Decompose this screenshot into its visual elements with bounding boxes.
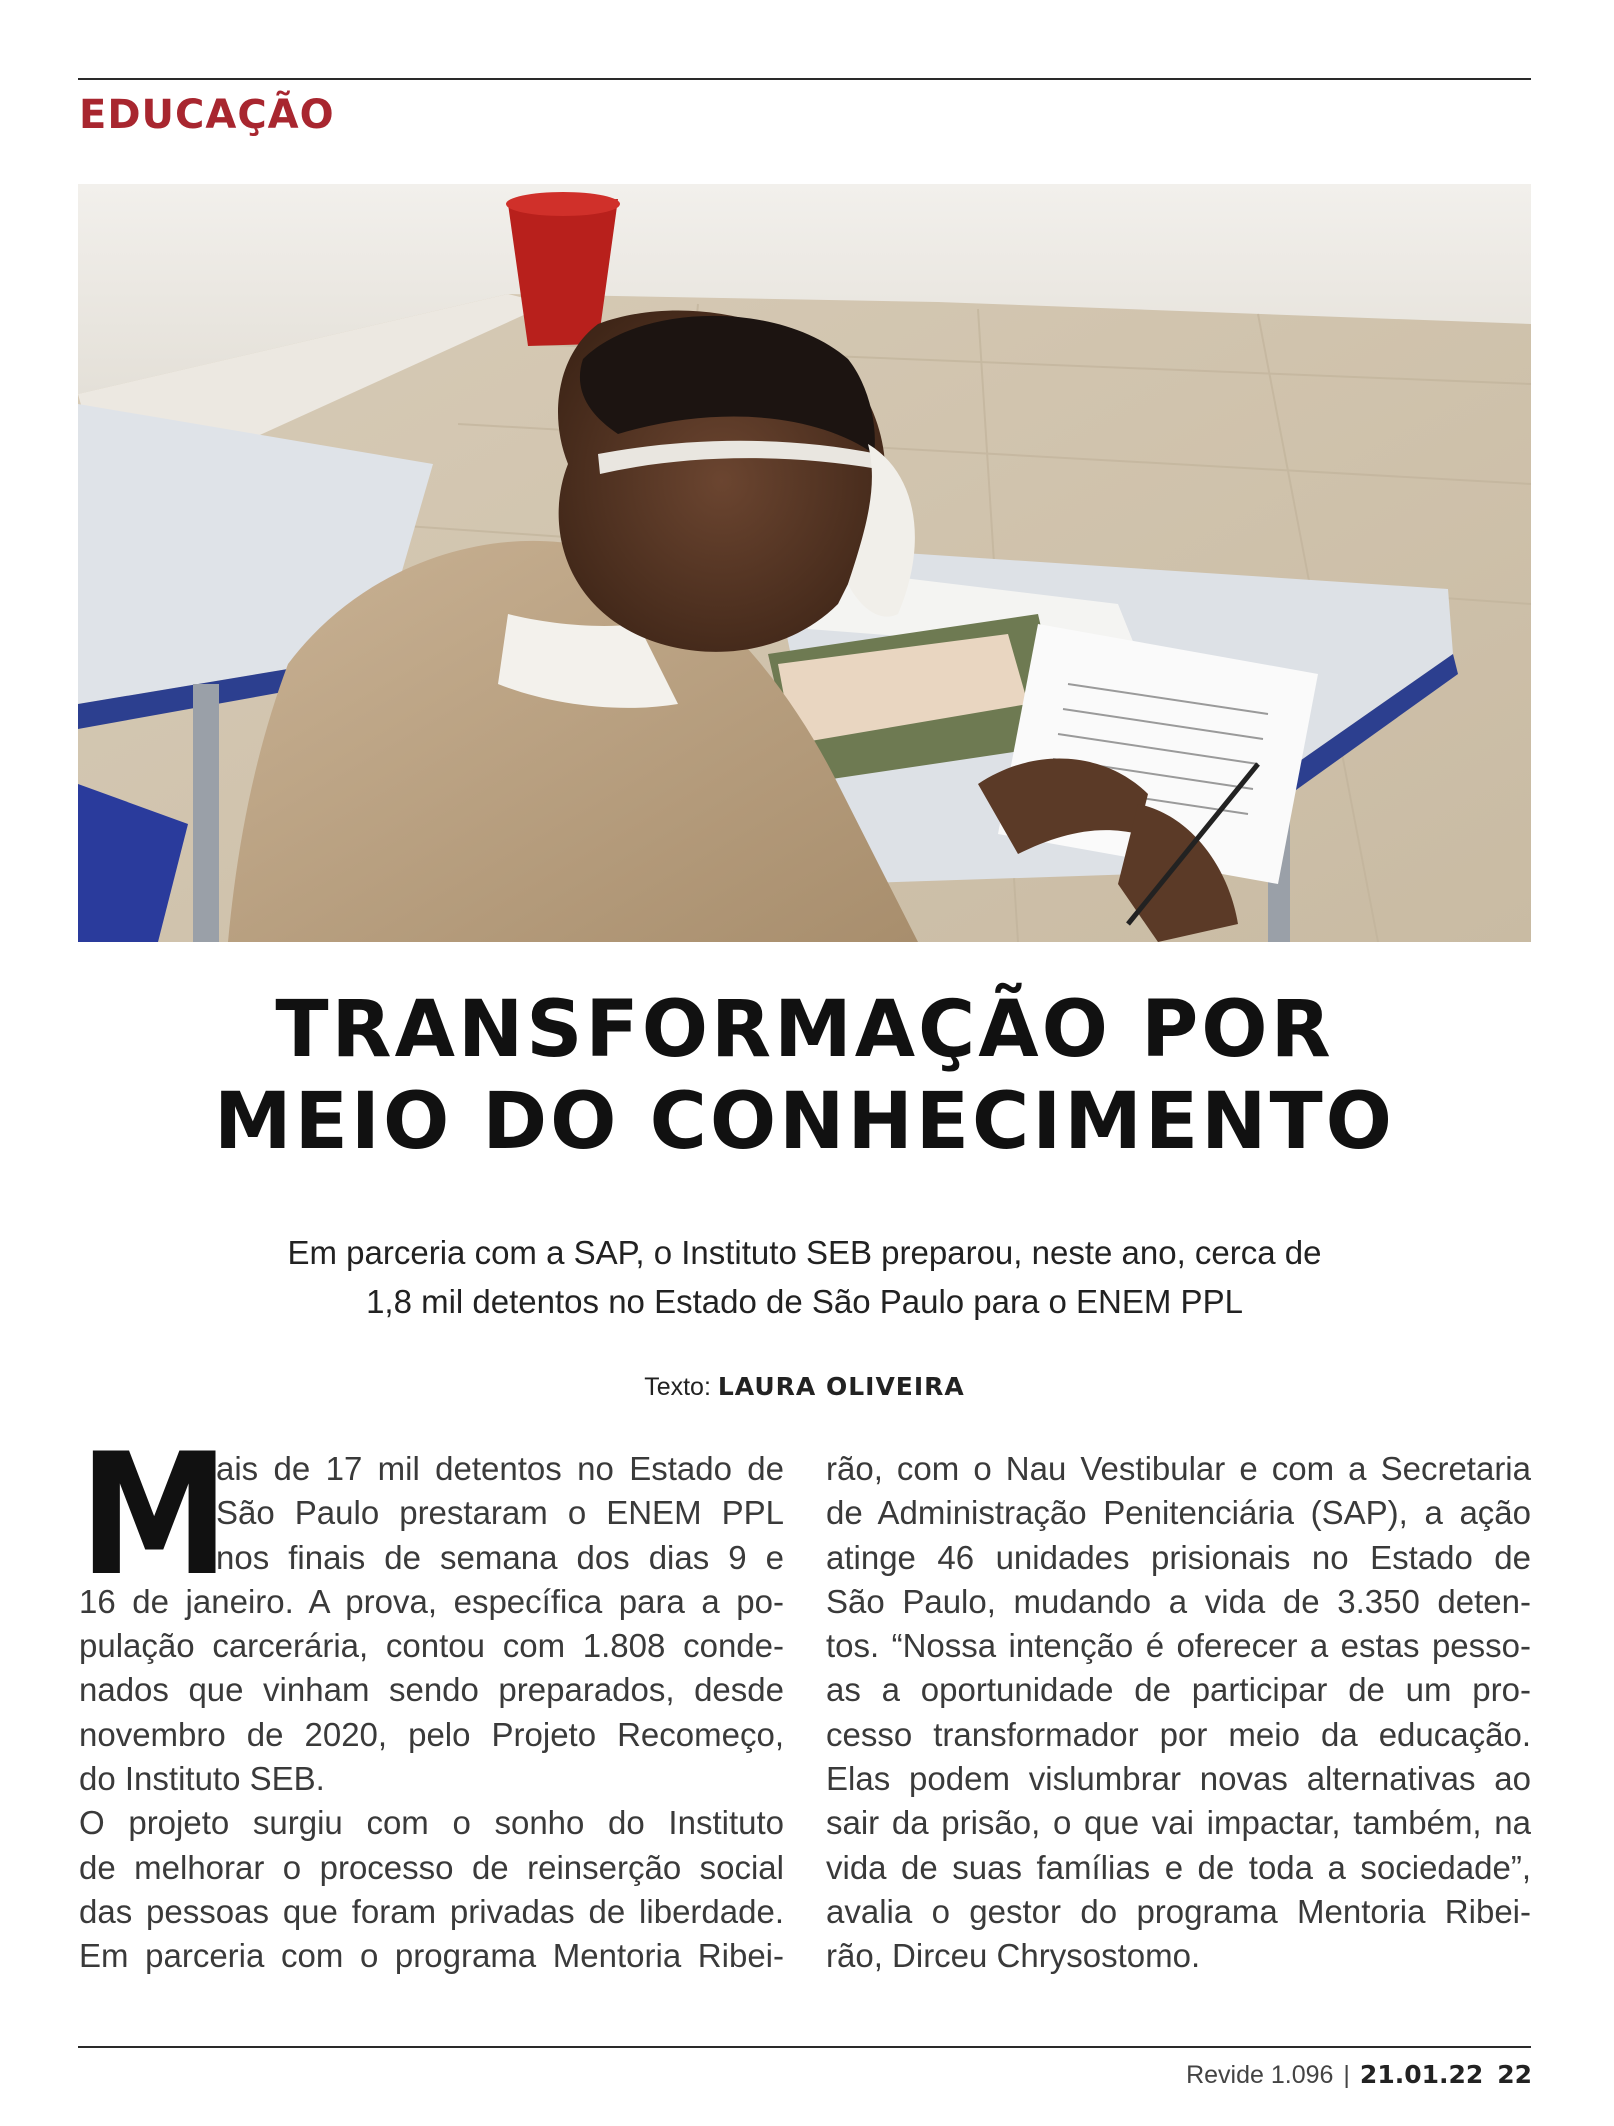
byline [78,1372,1531,1402]
article-line: 16 de janeiro. A prova, específica para a po- [79,1582,784,1620]
drop-cap: M [79,1417,224,1613]
publication-issue: Revide 1.096 [1186,2061,1334,2089]
article-line: nos finais de semana dos dias 9 e [216,1538,784,1576]
headline-line-2: MEIO DO CONHECIMENTO [214,1077,1395,1167]
article-line: O projeto surgiu com o sonho do Instituto [79,1804,784,1842]
article-line: das pessoas que foram privadas de liberdade. [79,1892,784,1930]
subheadline-line-1: Em parceria com a SAP, o Instituto SEB preparou, neste ano, cerca de [287,1234,1322,1271]
article-line: cesso transformador por meio da educação. [826,1715,1531,1753]
article-line: ais de 17 mil detentos no Estado de [216,1450,784,1487]
article-line: São Paulo, mudando a vida de 3.350 deten- [826,1582,1531,1620]
article-line: as a oportunidade de participar de um pro- [826,1671,1531,1709]
footer-separator: | [1343,2061,1350,2089]
article-photo [78,184,1531,942]
article-line: do Instituto SEB. [79,1760,325,1798]
article-line: Elas podem vislumbrar novas alternativas ao [826,1760,1531,1798]
issue-date: 21.01.22 [1359,2060,1484,2089]
bottom-rule [78,2046,1531,2048]
article-line: tos. “Nossa intenção é oferecer a estas pesso- [826,1627,1531,1665]
article-line: sair da prisão, o que vai impactar, também, na [826,1804,1531,1842]
article-line: atinge 46 unidades prisionais no Estado de [826,1538,1531,1576]
article-line: rão, com o Nau Vestibular e com a Secretaria [826,1450,1531,1487]
byline-author: LAURA OLIVEIRA [717,1372,965,1401]
headline-line-1: TRANSFORMAÇÃO POR [275,985,1334,1075]
headline [78,984,1531,1168]
subheadline [78,1228,1531,1326]
article-line: São Paulo prestaram o ENEM PPL [216,1494,784,1532]
byline-prefix: Texto: [644,1373,718,1401]
top-rule [78,78,1531,80]
page-footer [1186,2060,1532,2090]
article-line: pulação carcerária, contou com 1.808 conde- [79,1627,784,1665]
article-line: Em parceria com o programa Mentoria Ribei- [79,1937,784,1975]
article-line: novembro de 2020, pelo Projeto Recomeço, [79,1715,784,1753]
subheadline-line-2: 1,8 mil detentos no Estado de São Paulo para o ENEM PPL [366,1283,1243,1320]
section-label: EDUCAÇÃO [79,92,335,138]
page-number: 22 [1497,2060,1532,2089]
article-line: de melhorar o processo de reinserção social [79,1848,784,1886]
article-line: nados que vinham sendo preparados, desde [79,1671,784,1709]
article-line: rão, Dirceu Chrysostomo. [826,1937,1201,1975]
article-line: avalia o gestor do programa Mentoria Ribei- [826,1892,1531,1930]
article-column-left [79,1417,784,1979]
article-column-right [826,1447,1531,1979]
student-taking-exam-photo [78,184,1531,942]
article-line: vida de suas famílias e de toda a sociedade”, [826,1848,1531,1886]
article-line: de Administração Penitenciária (SAP), a ação [826,1494,1531,1532]
